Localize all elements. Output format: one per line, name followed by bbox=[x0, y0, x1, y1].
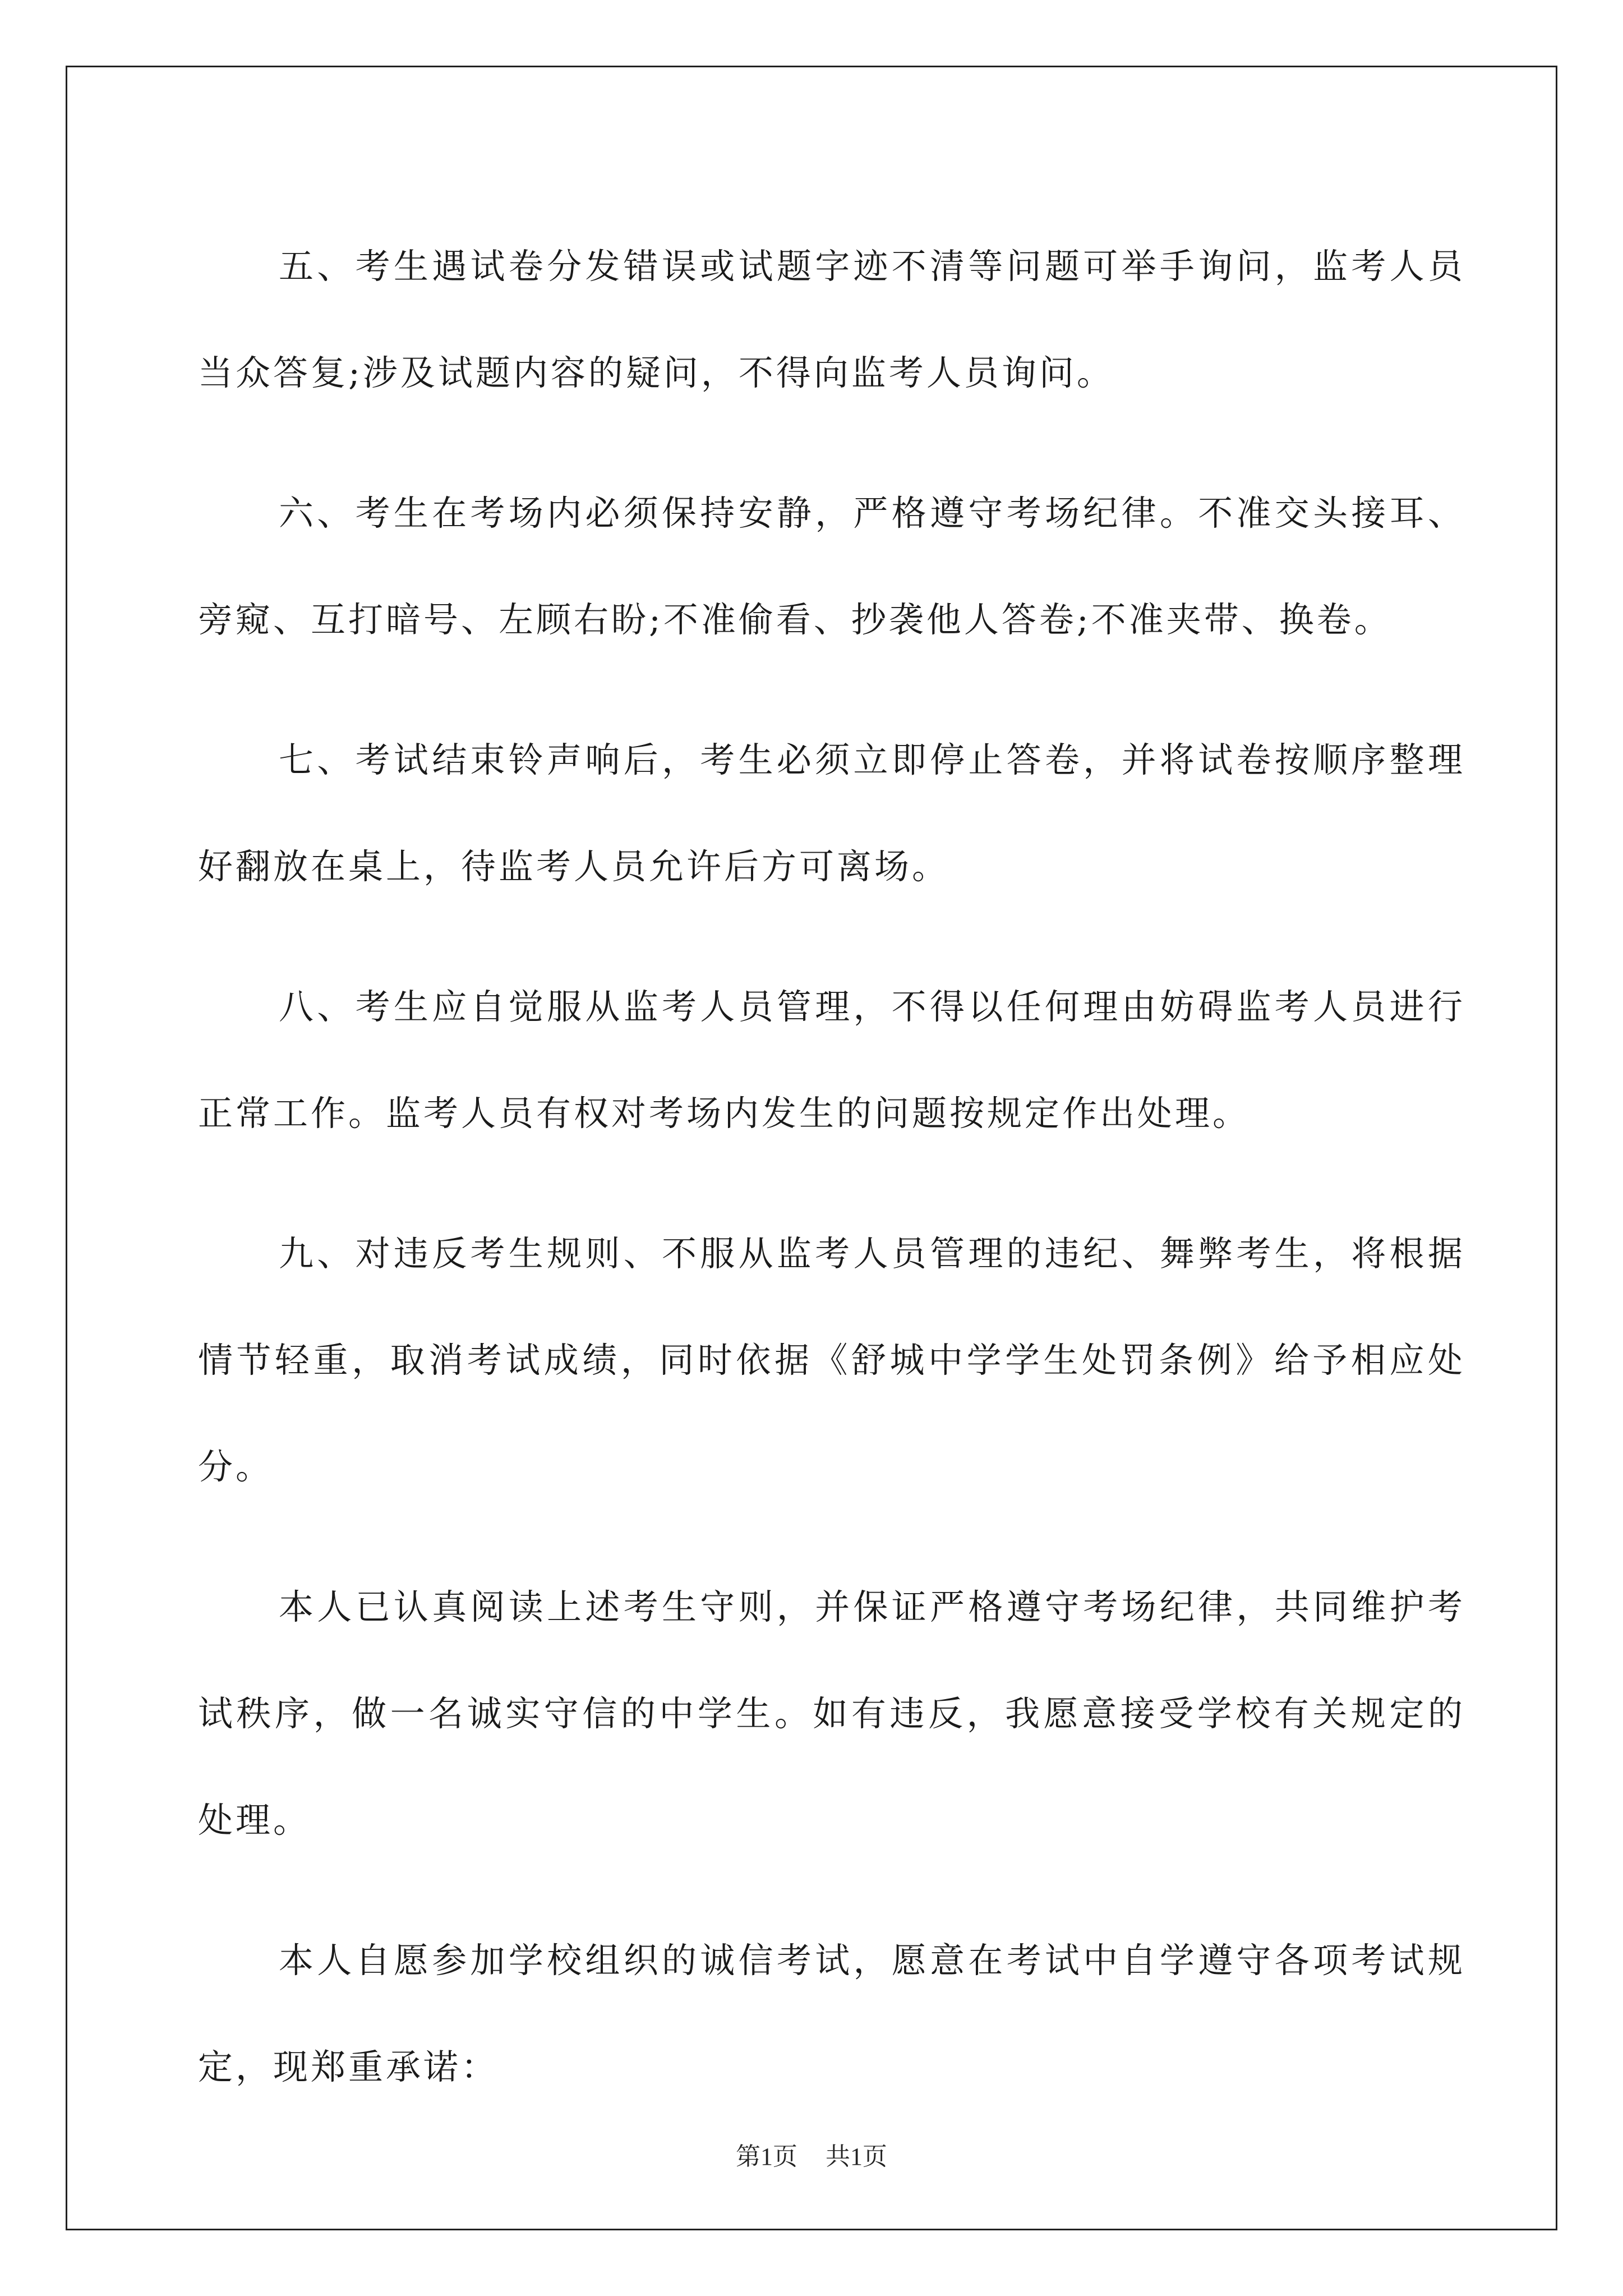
paragraph-rule-6: 六、考生在考场内必须保持安静，严格遵守考场纪律。不准交头接耳、旁窥、互打暗号、左顾右盼;不准偷看、抄袭他人答卷;不准夹带、换卷。 bbox=[198, 493, 1465, 640]
document-body bbox=[198, 213, 1465, 2154]
paragraph-pledge-statement: 本人已认真阅读上述考生守则，并保证严格遵守考场纪律，共同维护考试秩序，做一名诚实守信的中学生。如有违反，我愿意接受学校有关规定的处理。 bbox=[198, 1586, 1465, 1841]
page-number-current: 第1页 bbox=[736, 2143, 797, 2170]
page-number-total: 共1页 bbox=[826, 2143, 887, 2170]
paragraph-rule-8: 八、考生应自觉服从监考人员管理，不得以任何理由妨碍监考人员进行正常工作。监考人员有权对考场内发生的问题按规定作出处理。 bbox=[198, 986, 1465, 1134]
paragraph-rule-9: 九、对违反考生规则、不服从监考人员管理的违纪、舞弊考生，将根据情节轻重，取消考试成绩，同时依据《舒城中学学生处罚条例》给予相应处分。 bbox=[198, 1233, 1465, 1487]
paragraph-pledge-commitment: 本人自愿参加学校组织的诚信考试，愿意在考试中自学遵守各项考试规定，现郑重承诺： bbox=[198, 1940, 1465, 2087]
paragraph-rule-5: 五、考生遇试卷分发错误或试题字迹不清等问题可举手询问，监考人员当众答复;涉及试题内容的疑问，不得向监考人员询问。 bbox=[198, 246, 1465, 393]
paragraph-rule-7: 七、考试结束铃声响后，考生必须立即停止答卷，并将试卷按顺序整理好翻放在桌上，待监考人员允许后方可离场。 bbox=[198, 739, 1465, 887]
page-footer bbox=[0, 2136, 1623, 2172]
